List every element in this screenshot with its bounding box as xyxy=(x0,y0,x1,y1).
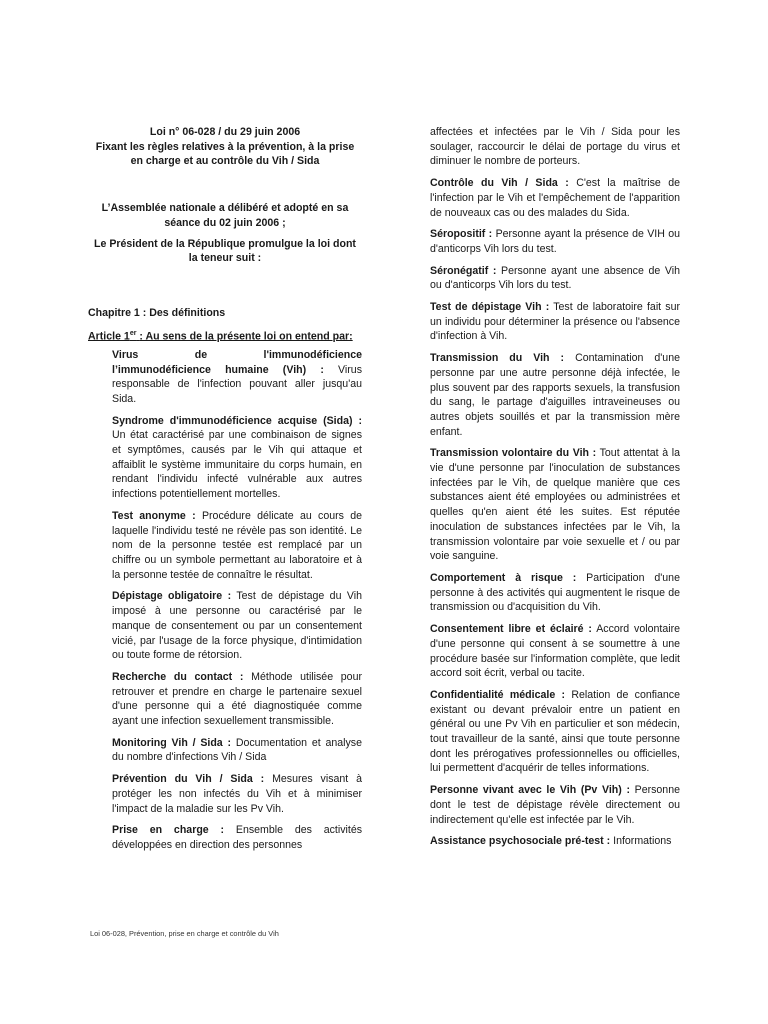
definition-term: Virus de l'immunodéficience xyxy=(112,348,362,361)
definition-text: Contamination d'une personne par une autre personne déjà infectée, le plus souvent par des rapports sexuels, la transfusion du sang, le partage d'aiguilles intraveineuses ou autres objets souillés et par la transmission mère enfant. xyxy=(430,352,680,438)
definition-item xyxy=(112,348,362,407)
definition-item xyxy=(430,264,680,293)
definition-term: Dépistage obligatoire : xyxy=(112,590,232,603)
definition-text: Tout attentat à la vie d'une personne par l'inoculation de substances infectées par le Vih, de quelque manière que ces substances aient été employées ou administrées et quelles qu'en aient été les suites. Est réputée inoculation de substances infectées par le Vih, la transmission volontaire par voie sexuelle et / ou par voie sanguine. xyxy=(430,447,680,563)
definition-text: Ensemble des activités développées en direction des personnes xyxy=(112,824,363,851)
definition-term: Monitoring Vih / Sida : xyxy=(112,736,232,749)
definition-item xyxy=(112,736,362,765)
definition-term: Comportement à risque : xyxy=(430,571,577,584)
page-footer: Loi 06-028, Prévention, prise en charge et contrôle du Vih xyxy=(90,929,279,938)
definition-term: Séronégatif : xyxy=(430,264,497,277)
article-superscript: er xyxy=(129,329,137,337)
definition-item xyxy=(430,688,680,776)
definition-term: Test anonyme : xyxy=(112,509,196,522)
right-column xyxy=(430,125,680,856)
definition-text: Méthode utilisée pour retrouver et prendre en charge le partenaire sexuel d'une personne qui a été diagnostiquée comme ayant une infection sexuellement transmissible. xyxy=(112,670,362,728)
definition-text: Procédure délicate au cours de laquelle l'individu testé ne révèle pas son identité. Le nom de la personne testée est remplacé par un chiffre ou un symbole permettant au laboratoire et à la personne testée de connaître le résultat. xyxy=(112,509,363,581)
definition-text: Virus responsable de l'infection pouvant aller jusqu'au Sida. xyxy=(112,363,362,405)
definition-term: Séropositif : xyxy=(430,228,493,241)
definition-item xyxy=(112,823,362,852)
definition-term: Transmission volontaire du Vih : xyxy=(430,447,597,460)
assembly-line: L’Assemblée nationale a délibéré et adopté en sa xyxy=(101,202,349,215)
law-title-line: Fixant les règles relatives à la prévention, à la prise xyxy=(95,140,355,153)
definition-item xyxy=(112,589,362,663)
definition-text: Personne ayant une absence de Vih ou d'anticorps Vih lors du test. xyxy=(430,264,680,292)
law-title xyxy=(88,125,362,169)
definition-item xyxy=(430,176,680,220)
definition-item xyxy=(112,670,362,729)
left-column xyxy=(88,125,362,860)
definition-term: Confidentialité médicale : xyxy=(430,688,566,701)
definition-term: Assistance psychosociale pré-test : xyxy=(430,835,611,848)
definition-text: Relation de confiance existant ou devant prévaloir entre un patient en général ou une Pv Vih en particulier et son médecin, tout travailleur de la santé, ainsi que toute personne dont les prérogatives professionnelles ou officielles, lui permettent d'acquérir de telles informations. xyxy=(430,688,680,775)
definition-term: Personne vivant avec le Vih (Pv Vih) : xyxy=(430,784,630,797)
definition-text: Un état caractérisé par une combinaison de signes et symptômes, causés par le Vih qui attaque et affaiblit le système immunitaire du corps humain, en rendant l'individu infecté vulnérable aux autres infections potentiellement mortelles. xyxy=(112,429,362,501)
president-line: Le Président de la République promulgue la loi dont xyxy=(94,237,356,250)
article-intro: : Au sens de la présente loi on entend par: xyxy=(139,330,353,343)
definition-item xyxy=(430,300,680,344)
definition-text: Mesures visant à protéger les non infectés du Vih et à minimiser l'impact de la maladie sur les Pv Vih. xyxy=(112,773,362,815)
article-number: Article 1 xyxy=(88,330,130,343)
definition-item xyxy=(430,834,680,849)
law-title-line: en charge et au contrôle du Vih / Sida xyxy=(130,155,320,168)
definition-item xyxy=(112,414,362,502)
definition-term: Syndrome d'immunodéficience acquise (Sida) : xyxy=(112,414,362,427)
definition-item xyxy=(430,622,680,681)
article-heading xyxy=(88,327,362,344)
definition-term: Prévention du Vih / Sida : xyxy=(112,773,265,786)
definition-term: l’immunodéficience humaine (Vih) : xyxy=(112,363,324,376)
definition-term: Transmission du Vih : xyxy=(430,352,565,365)
definition-term: Contrôle du Vih / Sida : xyxy=(430,177,569,190)
definition-term: Test de dépistage Vih : xyxy=(430,301,550,314)
definition-text: Test de dépistage du Vih imposé à une personne ou caractérisé par le manque de consentement ou par un consentement vicié, par l'usage de la force physique, d'intimidation ou toute forme de rétorsion. xyxy=(112,590,362,662)
definition-text: Documentation et analyse du nombre d'infections Vih / Sida xyxy=(112,736,362,764)
definition-item xyxy=(112,509,362,583)
definition-term: Consentement libre et éclairé : xyxy=(430,623,592,636)
law-title-line: Loi n° 06-028 / du 29 juin 2006 xyxy=(149,126,301,138)
assembly-statement xyxy=(88,201,362,230)
definition-text: Informations xyxy=(613,835,672,848)
left-definitions-list xyxy=(112,348,362,853)
president-statement xyxy=(88,237,362,266)
definition-text: Participation d'une personne à des activités qui augmentent le risque de transmission ou d'acquisition du Vih. xyxy=(430,571,680,614)
definition-term: Prise en charge : xyxy=(112,824,225,837)
definition-item xyxy=(430,571,680,615)
definition-text: Test de laboratoire fait sur un individu pour déterminer la présence ou l'absence d'infection à Vih. xyxy=(430,301,680,343)
definition-term: Recherche du contact : xyxy=(112,670,244,683)
definition-text: Accord volontaire d'une personne qui consent à se soumettre à une procédure basée sur l'information complète, que ledit accord soit écrit, verbal ou tacite. xyxy=(430,623,680,680)
chapter-heading: Chapitre 1 : Des définitions xyxy=(88,306,226,319)
definition-item xyxy=(430,227,680,256)
definition-item xyxy=(430,446,680,564)
president-line: la teneur suit : xyxy=(188,252,262,265)
definition-item xyxy=(430,351,680,439)
continuation-text: affectées et infectées par le Vih / Sida pour les soulager, raccourcir le délai de portage du virus et diminuer le nombre de porteurs. xyxy=(430,126,680,168)
definition-item xyxy=(430,783,680,827)
definition-text: Personne ayant la présence de VIH ou d'anticorps Vih lors du test. xyxy=(430,228,680,255)
definition-text: C'est la maîtrise de l'infection par le Vih et l'empêchement de l'apparition de nouveaux cas ou des malades du Sida. xyxy=(430,177,680,219)
definition-text: Personne dont le test de dépistage révèle directement ou indirectement qu'elle est infectée par le Vih. xyxy=(430,784,680,826)
assembly-line: séance du 02 juin 2006 ; xyxy=(164,216,286,229)
definition-item xyxy=(112,772,362,816)
